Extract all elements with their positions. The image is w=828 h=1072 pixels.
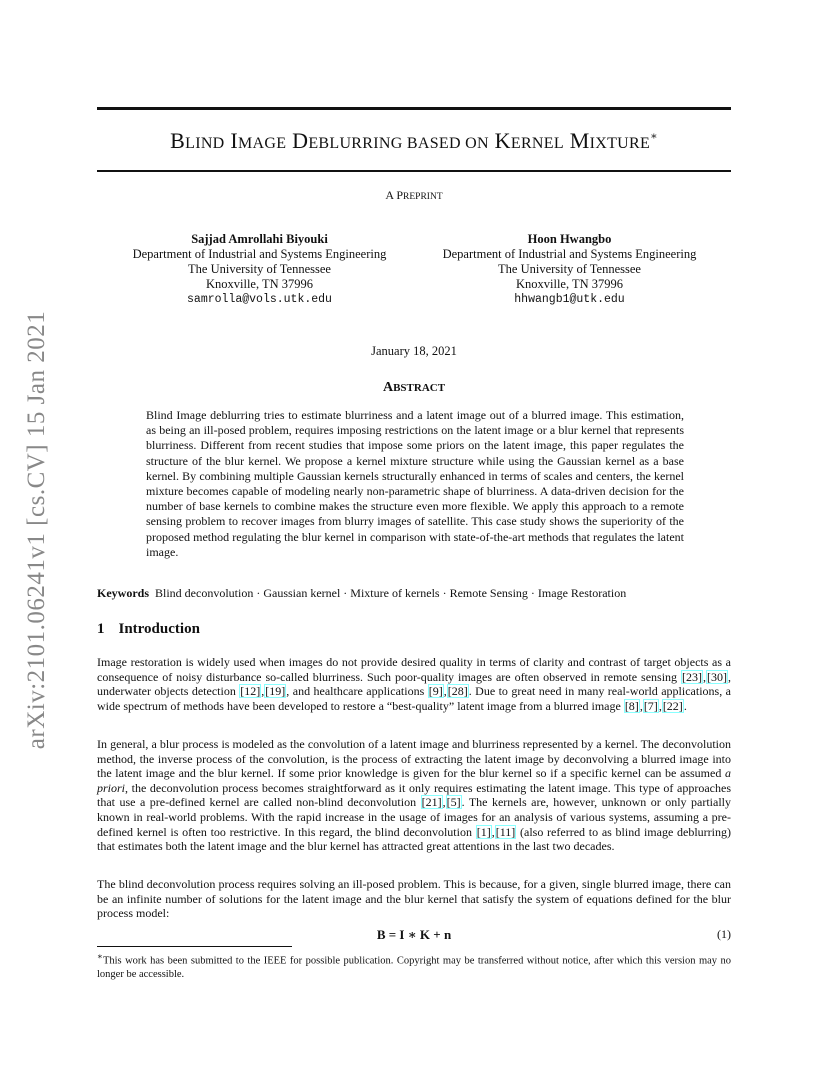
paper-title: BLIND IMAGE DEBLURRING BASED ON KERNEL MIXTURE∗ (170, 128, 658, 153)
citation-link[interactable]: [7] (643, 698, 658, 713)
abstract-text: Blind Image deblurring tries to estimate blurriness and a latent image out of a blurred image. This estimation, as being an ill-posed problem, requires imposing restrictions on the latent image or a blur kernel that represents blurriness. Different from recent studies that impose some priors on the latent image, this paper regulates the structure of the blur kernel. We propose a kernel mixture structure while using the Gaussian kernel as a base kernel. By combining multiple Gaussian kernels structurally enhanced in terms of scales and centers, the kernel mixture becomes capable of modeling nearly non-parametric shape of blurriness. A data-driven decision for the number of base kernels to combine makes the structure even more flexible. We apply this approach to a remote sensing problem to recover images from blurry images of satellite. This case study shows the superiority of the proposed method regulating the blur kernel in comparison with state-of-the-art methods that regulates the latent image. (146, 408, 684, 559)
author-university: The University of Tennessee (188, 262, 331, 276)
author-university: The University of Tennessee (498, 262, 641, 276)
title-bottom-rule (97, 170, 731, 172)
citation-link[interactable]: [5] (446, 795, 461, 810)
author-department: Department of Industrial and Systems Engineering (132, 247, 387, 261)
footnote-text: This work has been submitted to the IEEE for possible publication. Copyright may be transferred without notice, after which this version may no longer be accessible. (97, 955, 731, 980)
author-name: Sajjad Amrollahi Biyouki (191, 232, 328, 246)
arxiv-sidebar (22, 0, 52, 1072)
citation-link[interactable]: [19] (265, 684, 286, 699)
citation-link[interactable]: [8] (624, 698, 639, 713)
author-block (427, 232, 712, 307)
equation-expression: B = I ∗ K + n (376, 927, 452, 942)
footnote-mark: ∗ (97, 951, 103, 961)
paper-date: January 18, 2021 (371, 344, 457, 358)
abstract-heading: ABSTRACT (382, 380, 446, 395)
author-city: Knoxville, TN 37996 (205, 277, 314, 291)
title-footnote-mark: ∗ (650, 130, 658, 143)
citation-link[interactable]: [21] (421, 795, 442, 810)
author-email[interactable]: hhwangb1@utk.edu (514, 293, 625, 306)
citation-link[interactable]: [28] (447, 684, 468, 699)
title-top-rule (97, 107, 731, 110)
author-department: Department of Industrial and Systems Engineering (442, 247, 697, 261)
footnote (97, 950, 731, 982)
keywords-text: Blind deconvolution · Gaussian kernel · Mixture of kernels · Remote Sensing · Image Restoration (155, 586, 627, 600)
citation-link[interactable]: [30] (707, 669, 727, 684)
paragraph-intro-1: Image restoration is widely used when images do not provide desired quality in terms of clarity and contrast of target objects as a consequence of noisy disturbance so-called blurriness. Such poor-quality images are often observed in remote sensing [23],[30], underwater objects detection [12],[19], and healthcare applications [9],[28]. Due to great need in many real-world applications, a wide spectrum of methods have been developed to restore a “best-quality” latent image from a blurred image [8],[7],[22]. (97, 655, 731, 713)
equation-number: (1) (717, 927, 731, 941)
author-email[interactable]: samrolla@vols.utk.edu (187, 293, 332, 306)
author-city: Knoxville, TN 37996 (515, 277, 624, 291)
keywords-line (97, 586, 731, 601)
citation-link[interactable]: [22] (662, 698, 683, 713)
citation-link[interactable]: [12] (240, 684, 261, 699)
citation-link[interactable]: [9] (428, 684, 443, 699)
author-name: Hoon Hwangbo (527, 232, 612, 246)
citation-link[interactable]: [11] (495, 824, 516, 839)
preprint-label: A PREPRINT (385, 188, 443, 202)
paper-page (97, 0, 731, 1072)
section-heading-introduction: 1 Introduction (97, 621, 200, 637)
arxiv-identifier: arXiv:2101.06241v1 [cs.CV] 15 Jan 2021 (23, 310, 50, 750)
citation-link[interactable]: [1] (476, 824, 491, 839)
paragraph-intro-2: In general, a blur process is modeled as the convolution of a latent image and blurriness represented by a kernel. The deconvolution method, the inverse process of the convolution, is the process of extracting the latent image by deconvolving a blurred image into the latent image and the blur kernel. If some prior knowledge is given for the blur kernel so if a specific kernel can be assumed a priori, the deconvolution process becomes straightforward as it only requires estimating the latent image. This type of approaches that use a pre-defined kernel are called non-blind deconvolution [21],[5]. The kernels are, however, unknown or only partially known in real-world problems. With the rapid increase in the usage of images for an analysis of various systems, assuming a pre-defined kernel is often too restrictive. In this regard, the blind deconvolution [1],[11] (also referred to as blind image deblurring) that estimates both the latent image and the blur kernel has attracted great attentions in the last two decades. (97, 737, 732, 854)
keywords-label: Keywords (97, 586, 149, 600)
author-block (117, 232, 402, 307)
footnote-rule (97, 946, 292, 947)
paragraph-intro-3: The blind deconvolution process requires solving an ill-posed problem. This is because, for a given, single blurred image, there can be an infinite number of solutions for the latent image and the blur kernel that satisfy the system of equations defined for the blur process model: (97, 877, 731, 921)
citation-link[interactable]: [23] (682, 669, 702, 684)
